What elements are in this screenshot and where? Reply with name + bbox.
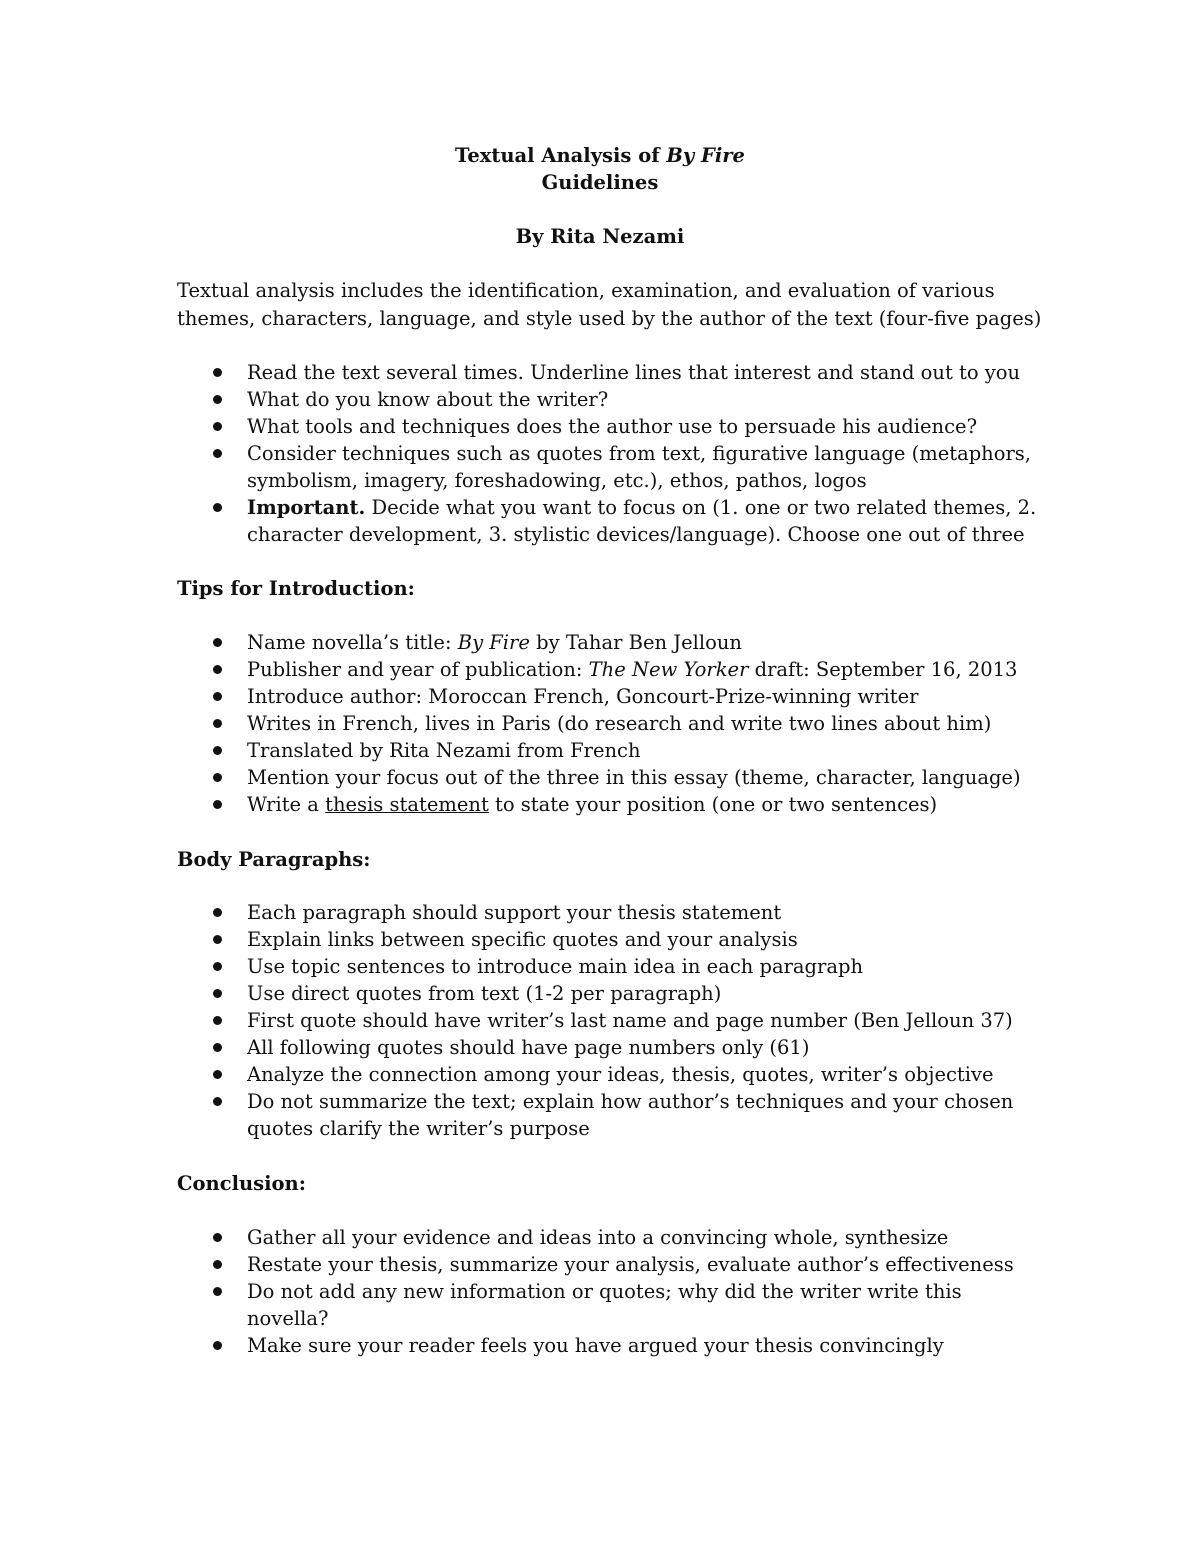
bullet-icon bbox=[213, 800, 222, 809]
author-line: By Rita Nezami bbox=[515, 225, 685, 248]
list-item: Use topic sentences to introduce main idea in each paragraph bbox=[177, 953, 1037, 980]
bullet-icon bbox=[213, 368, 222, 377]
list-item: Explain links between specific quotes and your analysis bbox=[177, 926, 1037, 953]
bullet-icon bbox=[213, 719, 222, 728]
bullet-icon bbox=[213, 692, 222, 701]
bullet-icon bbox=[213, 665, 222, 674]
bullet-icon bbox=[213, 449, 222, 458]
list-item: Do not summarize the text; explain how author’s techniques and your chosen quotes clarify the writer’s purpose bbox=[177, 1088, 1037, 1142]
list-item: Consider techniques such as quotes from text, figurative language (metaphors, symbolism, imagery, foreshadowing, etc.), ethos, pathos, logos bbox=[177, 440, 1037, 494]
list-item: Publisher and year of publication: The New Yorker draft: September 16, 2013 bbox=[177, 656, 1037, 683]
introduction-tips-heading: Tips for Introduction: bbox=[177, 577, 415, 600]
bullet-icon bbox=[213, 962, 222, 971]
list-item: Restate your thesis, summarize your analysis, evaluate author’s effectiveness bbox=[177, 1251, 1037, 1278]
list-item: Read the text several times. Underline lines that interest and stand out to you bbox=[177, 359, 1037, 386]
bullet-icon bbox=[213, 1260, 222, 1269]
bullet-icon bbox=[213, 1233, 222, 1242]
list-item: Important. Decide what you want to focus on (1. one or two related themes, 2. character development, 3. stylistic devices/language). Choose one out of three bbox=[177, 494, 1037, 548]
intro-paragraph: Textual analysis includes the identification, examination, and evaluation of various themes, characters, language, and style used by the author of the text (four-five pages) bbox=[177, 279, 1042, 330]
body-paragraphs-heading: Body Paragraphs: bbox=[177, 848, 371, 871]
general-guidelines-list bbox=[177, 359, 1037, 548]
list-item: Translated by Rita Nezami from French bbox=[177, 737, 1037, 764]
bullet-icon bbox=[213, 1341, 222, 1350]
list-item: Make sure your reader feels you have argued your thesis convincingly bbox=[177, 1332, 1037, 1359]
document-title: Textual Analysis of By Fire bbox=[455, 144, 745, 167]
list-item: Name novella’s title: By Fire by Tahar Ben Jelloun bbox=[177, 629, 1037, 656]
list-item: Gather all your evidence and ideas into a convincing whole, synthesize bbox=[177, 1224, 1037, 1251]
conclusion-heading: Conclusion: bbox=[177, 1172, 306, 1195]
list-item: Use direct quotes from text (1-2 per paragraph) bbox=[177, 980, 1037, 1007]
bullet-icon bbox=[213, 1070, 222, 1079]
list-item: All following quotes should have page numbers only (61) bbox=[177, 1034, 1037, 1061]
bullet-icon bbox=[213, 422, 222, 431]
introduction-tips-list bbox=[177, 629, 1037, 818]
list-item: Write a thesis statement to state your position (one or two sentences) bbox=[177, 791, 1037, 818]
list-item: Writes in French, lives in Paris (do research and write two lines about him) bbox=[177, 710, 1037, 737]
bullet-icon bbox=[213, 908, 222, 917]
body-paragraphs-list bbox=[177, 899, 1037, 1142]
list-item: Analyze the connection among your ideas, thesis, quotes, writer’s objective bbox=[177, 1061, 1037, 1088]
bullet-icon bbox=[213, 503, 222, 512]
list-item: First quote should have writer’s last name and page number (Ben Jelloun 37) bbox=[177, 1007, 1037, 1034]
bullet-icon bbox=[213, 638, 222, 647]
bullet-icon bbox=[213, 935, 222, 944]
list-item: Introduce author: Moroccan French, Goncourt-Prize-winning writer bbox=[177, 683, 1037, 710]
title-work: By Fire bbox=[666, 144, 745, 167]
bullet-icon bbox=[213, 773, 222, 782]
thesis-statement-term: thesis statement bbox=[325, 793, 489, 816]
title-block bbox=[0, 142, 1200, 196]
list-item: What do you know about the writer? bbox=[177, 386, 1037, 413]
bullet-icon bbox=[213, 989, 222, 998]
bullet-icon bbox=[213, 1287, 222, 1296]
document-subtitle: Guidelines bbox=[541, 171, 659, 194]
bullet-icon bbox=[213, 1043, 222, 1052]
bullet-icon bbox=[213, 395, 222, 404]
conclusion-list bbox=[177, 1224, 1037, 1359]
bullet-icon bbox=[213, 1016, 222, 1025]
list-item: Do not add any new information or quotes; why did the writer write this novella? bbox=[177, 1278, 1037, 1332]
list-item: Mention your focus out of the three in this essay (theme, character, language) bbox=[177, 764, 1037, 791]
list-item: What tools and techniques does the author use to persuade his audience? bbox=[177, 413, 1037, 440]
bullet-icon bbox=[213, 746, 222, 755]
bullet-icon bbox=[213, 1097, 222, 1106]
list-item: Each paragraph should support your thesis statement bbox=[177, 899, 1037, 926]
